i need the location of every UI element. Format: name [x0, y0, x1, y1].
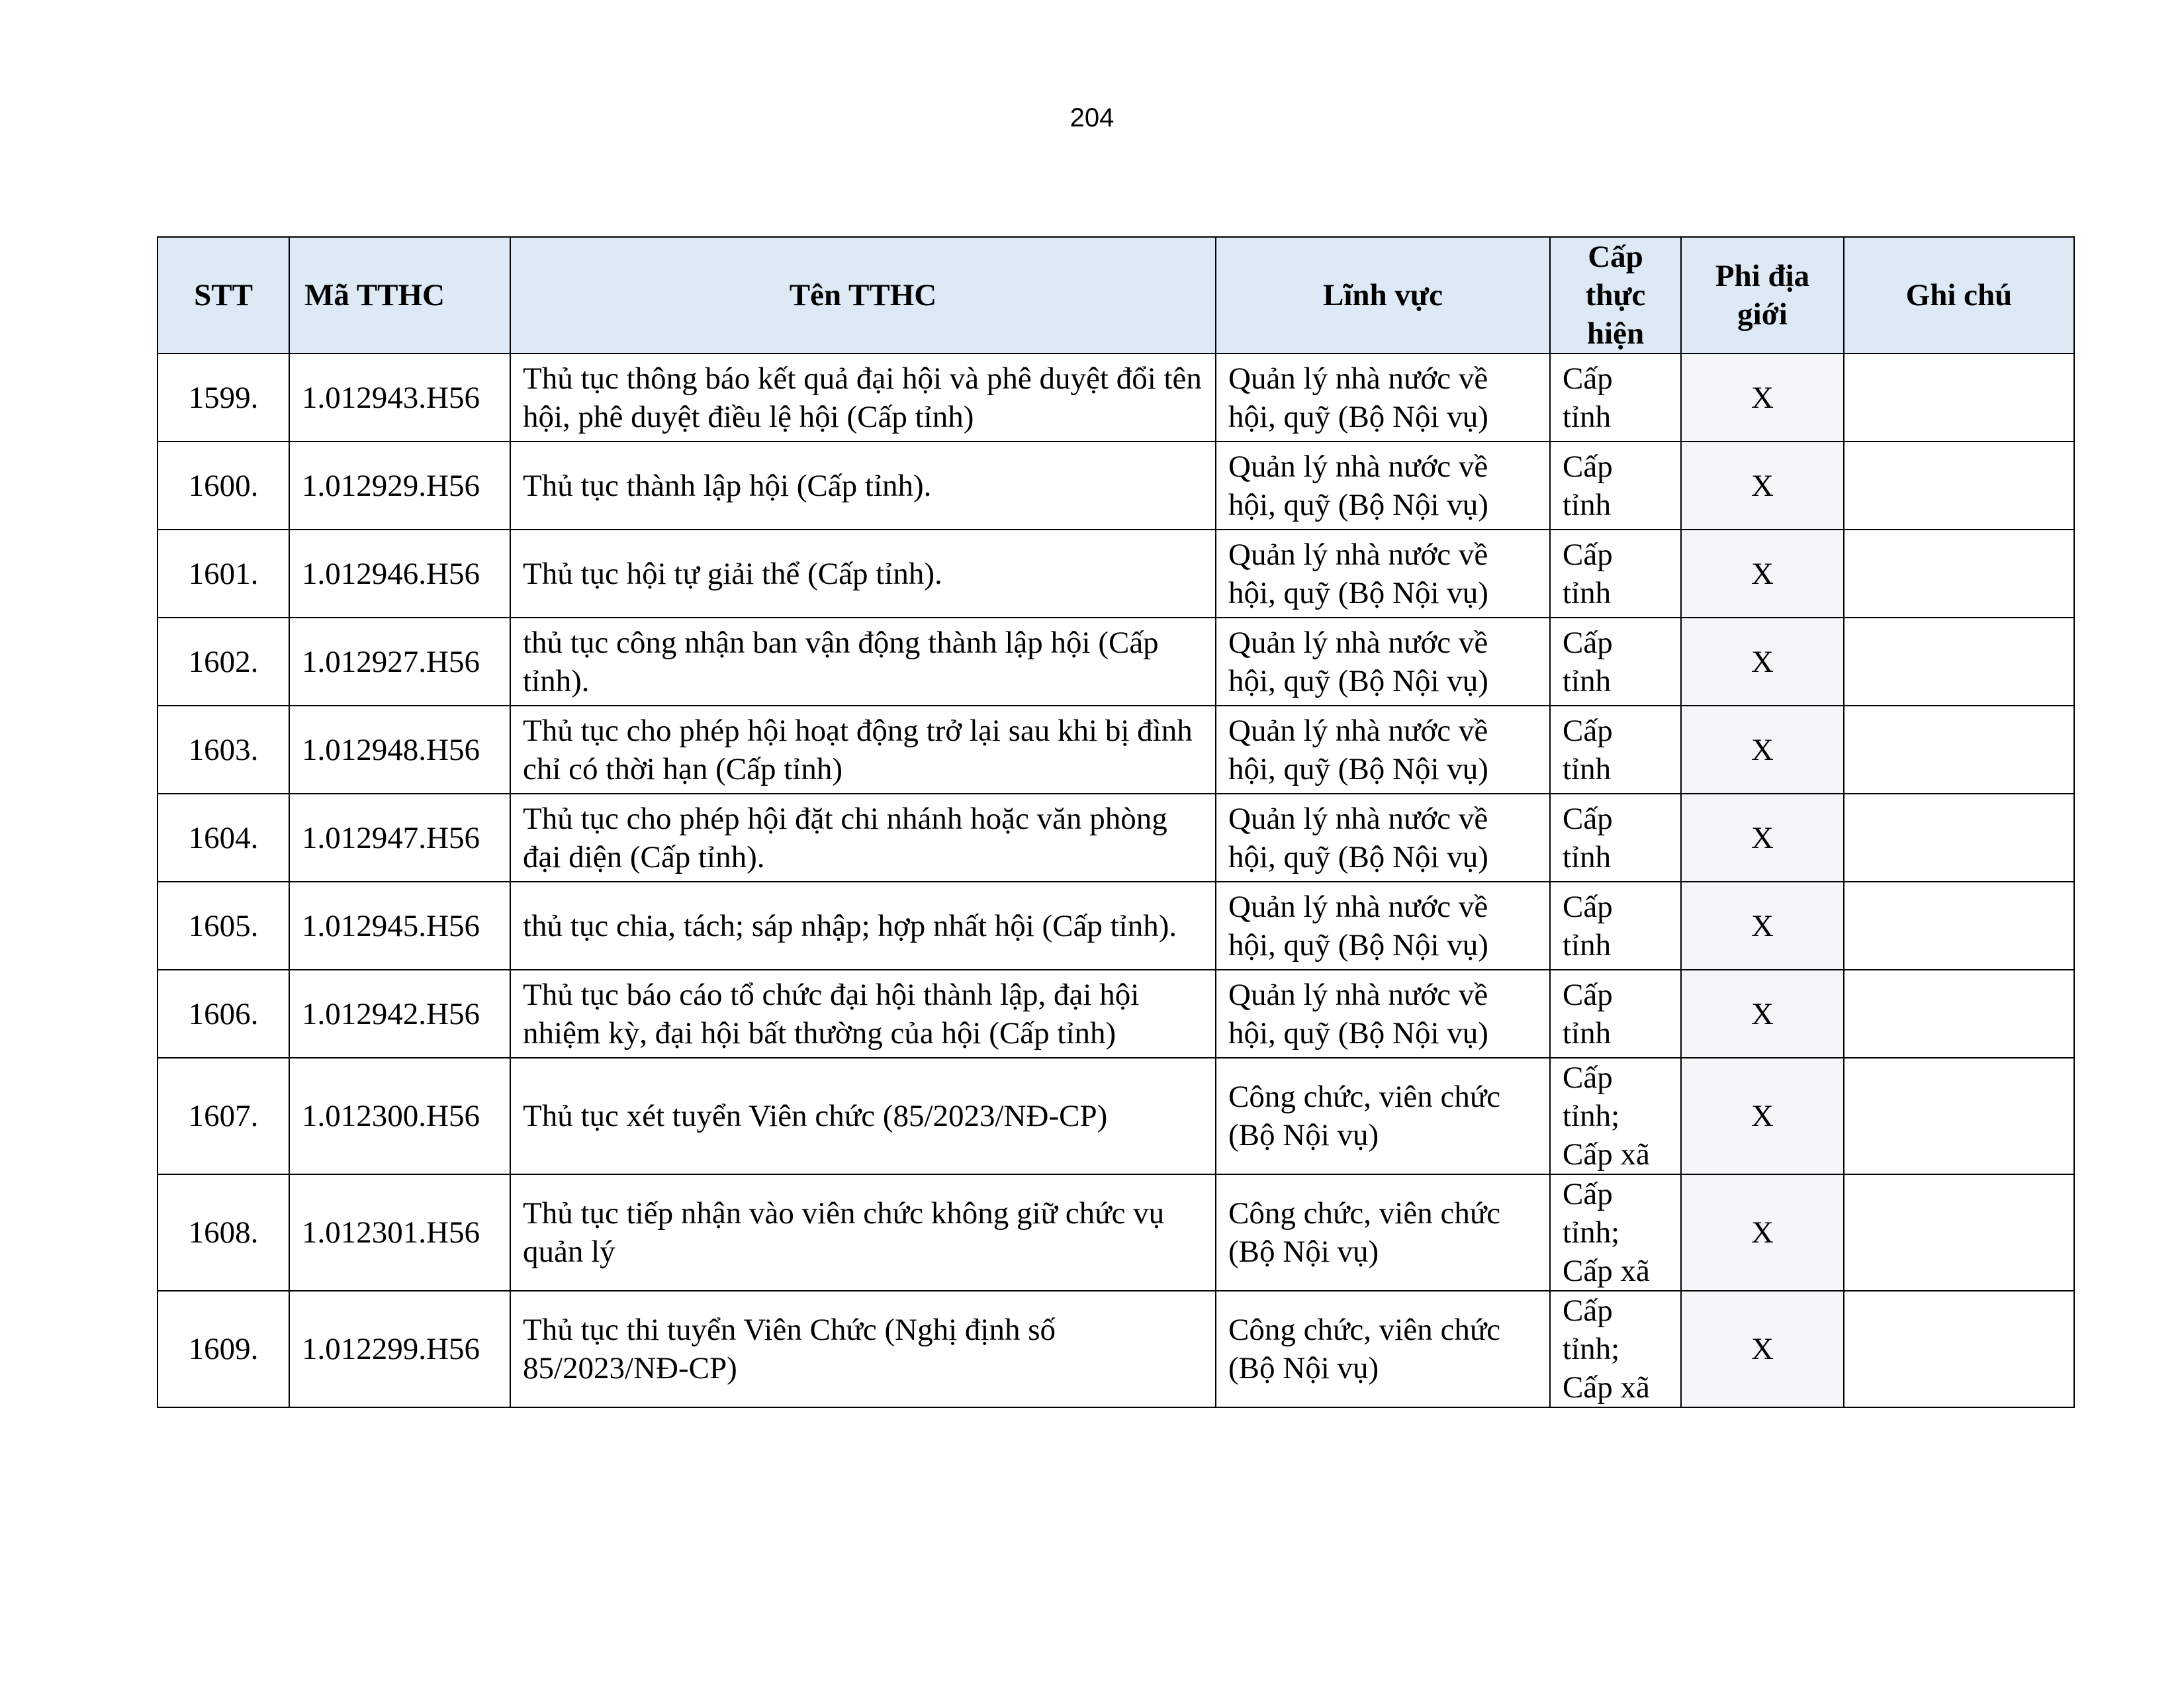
cell-stt: 1607.	[158, 1058, 289, 1174]
cell-note	[1844, 970, 2074, 1058]
cell-code: 1.012945.H56	[289, 882, 510, 970]
cell-field: Quản lý nhà nước về hội, quỹ (Bộ Nội vụ)	[1216, 882, 1550, 970]
table-row	[158, 442, 2074, 530]
cell-level: Cấp tỉnh	[1550, 970, 1681, 1058]
table-row	[158, 1174, 2074, 1291]
cell-phi-dia-gioi: X	[1681, 618, 1844, 706]
header-level: Cấp thực hiện	[1550, 237, 1681, 353]
cell-field: Công chức, viên chức (Bộ Nội vụ)	[1216, 1174, 1550, 1291]
cell-stt: 1609.	[158, 1291, 289, 1407]
header-field: Lĩnh vực	[1216, 237, 1550, 353]
cell-note	[1844, 442, 2074, 530]
cell-name: Thủ tục thành lập hội (Cấp tỉnh).	[510, 442, 1216, 530]
header-note: Ghi chú	[1844, 237, 2074, 353]
cell-phi-dia-gioi: X	[1681, 970, 1844, 1058]
cell-field: Công chức, viên chức (Bộ Nội vụ)	[1216, 1058, 1550, 1174]
cell-name: Thủ tục thi tuyển Viên Chức (Nghị định số 85/2023/NĐ-CP)	[510, 1291, 1216, 1407]
cell-name: Thủ tục tiếp nhận vào viên chức không giữ chức vụ quản lý	[510, 1174, 1216, 1291]
cell-level: Cấp tỉnh	[1550, 442, 1681, 530]
cell-stt: 1602.	[158, 618, 289, 706]
header-row	[158, 237, 2074, 353]
cell-phi-dia-gioi: X	[1681, 1291, 1844, 1407]
cell-level: Cấp tỉnh	[1550, 353, 1681, 442]
cell-level: Cấp tỉnh	[1550, 882, 1681, 970]
header-code: Mã TTHC	[289, 237, 510, 353]
cell-code: 1.012948.H56	[289, 706, 510, 794]
cell-field: Quản lý nhà nước về hội, quỹ (Bộ Nội vụ)	[1216, 353, 1550, 442]
cell-note	[1844, 1291, 2074, 1407]
cell-phi-dia-gioi: X	[1681, 1174, 1844, 1291]
cell-stt: 1605.	[158, 882, 289, 970]
header-stt: STT	[158, 237, 289, 353]
table-row	[158, 706, 2074, 794]
cell-name: Thủ tục hội tự giải thể (Cấp tỉnh).	[510, 530, 1216, 618]
cell-level: Cấp tỉnh; Cấp xã	[1550, 1058, 1681, 1174]
table-row	[158, 530, 2074, 618]
cell-stt: 1600.	[158, 442, 289, 530]
cell-phi-dia-gioi: X	[1681, 794, 1844, 882]
page-number: 204	[1069, 103, 1115, 132]
cell-stt: 1603.	[158, 706, 289, 794]
table-row	[158, 1058, 2074, 1174]
cell-field: Quản lý nhà nước về hội, quỹ (Bộ Nội vụ)	[1216, 706, 1550, 794]
procedures-table	[157, 236, 2075, 1408]
cell-name: Thủ tục xét tuyển Viên chức (85/2023/NĐ-CP)	[510, 1058, 1216, 1174]
table-row	[158, 882, 2074, 970]
cell-note	[1844, 706, 2074, 794]
cell-code: 1.012299.H56	[289, 1291, 510, 1407]
cell-phi-dia-gioi: X	[1681, 706, 1844, 794]
cell-phi-dia-gioi: X	[1681, 882, 1844, 970]
cell-name: thủ tục chia, tách; sáp nhập; hợp nhất hội (Cấp tỉnh).	[510, 882, 1216, 970]
header-phi-dia-gioi: Phi địa giới	[1681, 237, 1844, 353]
cell-code: 1.012946.H56	[289, 530, 510, 618]
table-row	[158, 618, 2074, 706]
cell-code: 1.012300.H56	[289, 1058, 510, 1174]
cell-code: 1.012943.H56	[289, 353, 510, 442]
cell-phi-dia-gioi: X	[1681, 1058, 1844, 1174]
cell-note	[1844, 794, 2074, 882]
cell-field: Quản lý nhà nước về hội, quỹ (Bộ Nội vụ)	[1216, 794, 1550, 882]
cell-code: 1.012942.H56	[289, 970, 510, 1058]
cell-field: Quản lý nhà nước về hội, quỹ (Bộ Nội vụ)	[1216, 618, 1550, 706]
cell-field: Quản lý nhà nước về hội, quỹ (Bộ Nội vụ)	[1216, 442, 1550, 530]
table-row	[158, 353, 2074, 442]
table-row	[158, 970, 2074, 1058]
cell-note	[1844, 353, 2074, 442]
cell-note	[1844, 530, 2074, 618]
cell-level: Cấp tỉnh; Cấp xã	[1550, 1291, 1681, 1407]
table-row	[158, 1291, 2074, 1407]
cell-phi-dia-gioi: X	[1681, 442, 1844, 530]
cell-note	[1844, 1058, 2074, 1174]
cell-code: 1.012301.H56	[289, 1174, 510, 1291]
cell-code: 1.012947.H56	[289, 794, 510, 882]
cell-code: 1.012927.H56	[289, 618, 510, 706]
cell-stt: 1604.	[158, 794, 289, 882]
cell-stt: 1599.	[158, 353, 289, 442]
cell-level: Cấp tỉnh	[1550, 706, 1681, 794]
cell-field: Quản lý nhà nước về hội, quỹ (Bộ Nội vụ)	[1216, 970, 1550, 1058]
cell-level: Cấp tỉnh	[1550, 794, 1681, 882]
cell-note	[1844, 1174, 2074, 1291]
cell-note	[1844, 618, 2074, 706]
cell-stt: 1606.	[158, 970, 289, 1058]
cell-stt: 1601.	[158, 530, 289, 618]
cell-phi-dia-gioi: X	[1681, 530, 1844, 618]
cell-stt: 1608.	[158, 1174, 289, 1291]
cell-note	[1844, 882, 2074, 970]
cell-name: Thủ tục cho phép hội hoạt động trở lại sau khi bị đình chỉ có thời hạn (Cấp tỉnh)	[510, 706, 1216, 794]
cell-level: Cấp tỉnh	[1550, 530, 1681, 618]
cell-level: Cấp tỉnh	[1550, 618, 1681, 706]
cell-name: Thủ tục cho phép hội đặt chi nhánh hoặc văn phòng đại diện (Cấp tỉnh).	[510, 794, 1216, 882]
cell-name: thủ tục công nhận ban vận động thành lập hội (Cấp tỉnh).	[510, 618, 1216, 706]
cell-level: Cấp tỉnh; Cấp xã	[1550, 1174, 1681, 1291]
cell-code: 1.012929.H56	[289, 442, 510, 530]
header-name: Tên TTHC	[510, 237, 1216, 353]
cell-field: Quản lý nhà nước về hội, quỹ (Bộ Nội vụ)	[1216, 530, 1550, 618]
table-row	[158, 794, 2074, 882]
cell-name: Thủ tục báo cáo tổ chức đại hội thành lập, đại hội nhiệm kỳ, đại hội bất thường của hội (Cấp tỉnh)	[510, 970, 1216, 1058]
cell-field: Công chức, viên chức (Bộ Nội vụ)	[1216, 1291, 1550, 1407]
cell-name: Thủ tục thông báo kết quả đại hội và phê duyệt đổi tên hội, phê duyệt điều lệ hội (Cấp tỉnh)	[510, 353, 1216, 442]
cell-phi-dia-gioi: X	[1681, 353, 1844, 442]
